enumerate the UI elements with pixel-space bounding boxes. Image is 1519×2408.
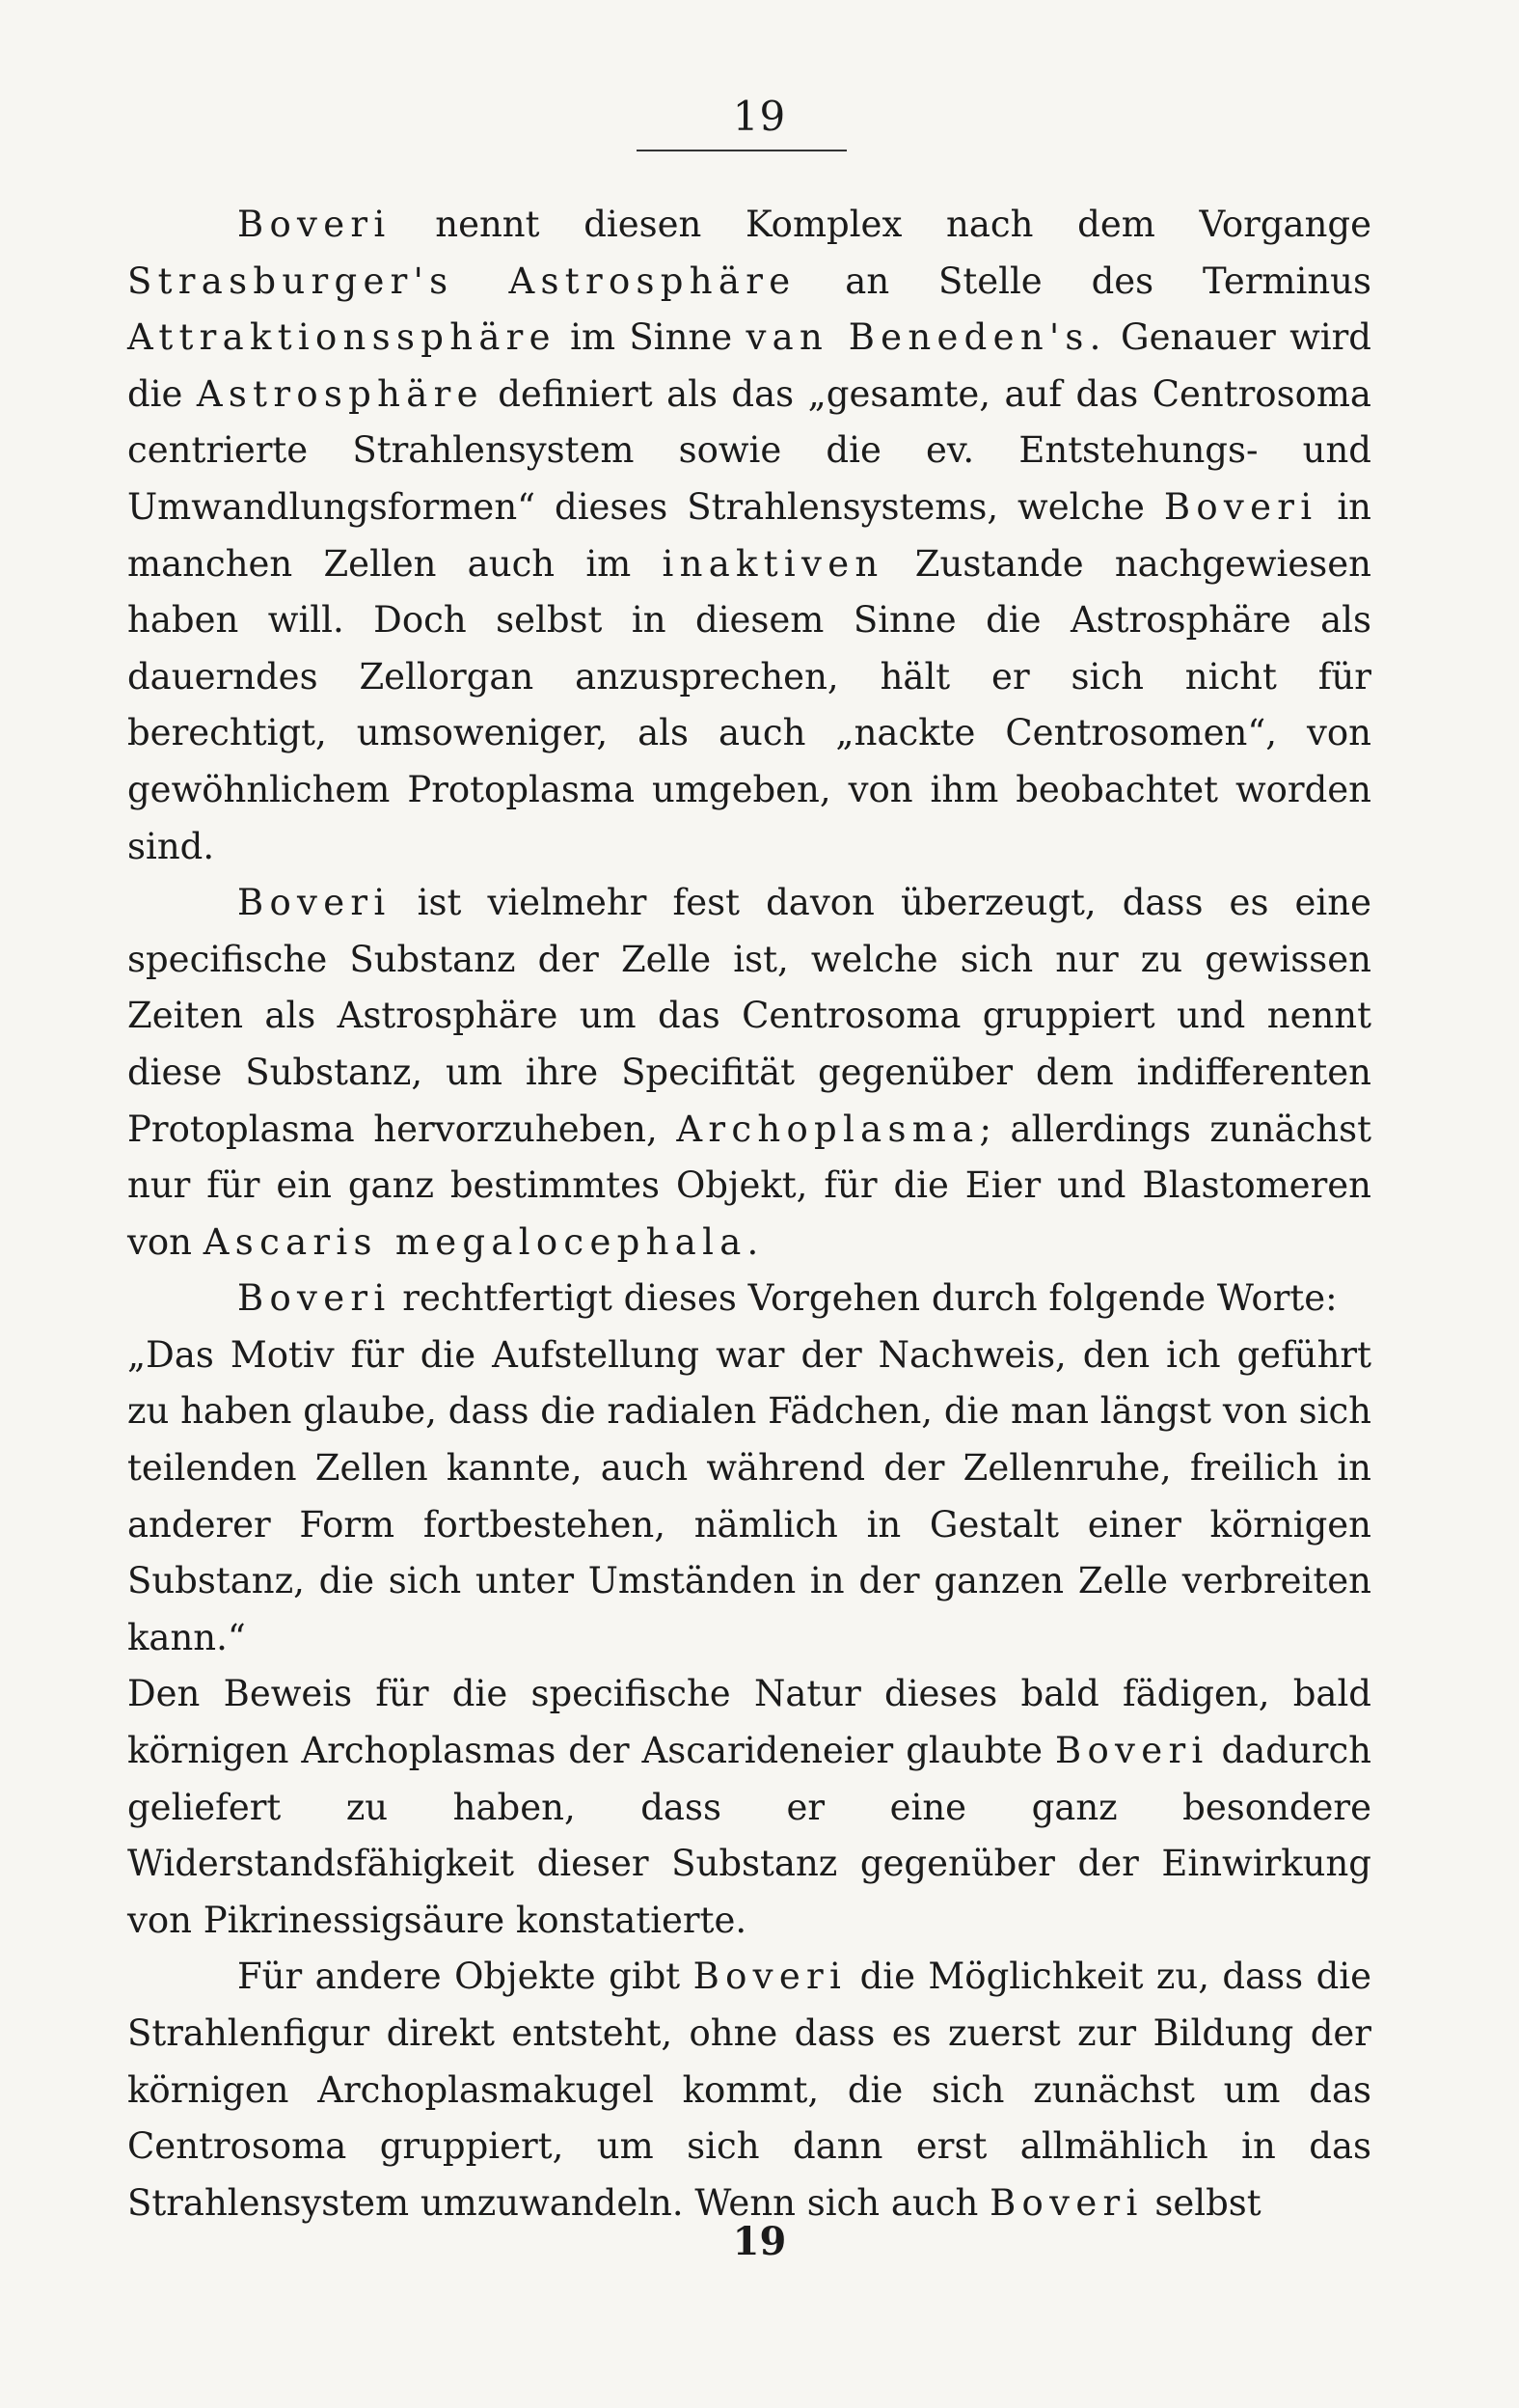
spaced-name: Boveri <box>1055 1730 1209 1772</box>
text-run: Zustande nachgewiesen haben will. Doch selbst in diesem Sinne die Astrosphäre als dauerndes Zellorgan anzusprechen, hält er sich nicht für berechtigt, umsoweniger, als auch „nackte Centrosomen“, von gewöhnlichem Protoplasma umgeben, von ihm beobachtet worden sind. <box>127 542 1371 867</box>
spaced-name: van Beneden's. <box>746 316 1107 359</box>
spaced-name: Boveri <box>1163 485 1318 528</box>
text-run: die Möglichkeit zu, dass die Strahlenfigur direkt entsteht, ohne dass es zuerst zur Bildung der körnigen Archoplasmakugel kommt, die sich zunächst um das Centrosoma gruppiert, um sich dann erst allmählich in das Strahlensystem umzuwandeln. Wenn sich auch <box>127 1956 1371 2224</box>
paragraph-5 <box>127 1666 1371 1949</box>
text-run: ist vielmehr fest davon überzeugt, dass es eine specifische Substanz der Zelle ist, welche sich nur zu gewissen Zeiten als Astrosphäre um das Centrosoma gruppiert und nennt diese Substanz, um ihre Specifität gegenüber dem indifferenten Protoplasma hervorzuheben, <box>127 882 1371 1150</box>
spaced-term: inaktiven <box>662 542 884 585</box>
spaced-name: Boveri <box>237 204 392 245</box>
spaced-name: Boveri <box>692 1956 848 1998</box>
text-run: rechtfertigt dieses Vorgehen durch folgende Worte: <box>391 1277 1338 1320</box>
paragraph-6 <box>127 1949 1371 2231</box>
paragraph-1 <box>127 197 1371 875</box>
paragraph-2 <box>127 875 1371 1271</box>
page-number-bottom: 19 <box>732 2219 787 2264</box>
body-text <box>127 197 1371 2231</box>
spaced-term: Astrosphäre <box>196 372 484 415</box>
text-run: Für andere Objekte gibt <box>237 1956 693 1998</box>
text-run: selbst <box>1143 2181 1261 2224</box>
spaced-term: Ascaris megalocephala. <box>203 1220 765 1263</box>
paragraph-4-quote <box>127 1327 1371 1667</box>
spaced-term: Archoplasma <box>676 1108 980 1150</box>
spaced-name: Boveri <box>990 2181 1144 2224</box>
text-run: definiert als das „gesamte, auf das Centrosoma centrierte Strahlensystem sowie die ev. Entstehungs- und Umwandlungsformen“ dieses Strahlensystems, welche <box>127 372 1371 528</box>
spaced-term: Attraktionssphäre <box>127 316 556 359</box>
text-run: dadurch geliefert zu haben, dass er eine ganz besondere Widerstandsfähigkeit dieser Substanz gegenüber der Einwirkung von Pikrinessigsäure konstatierte. <box>127 1730 1371 1941</box>
header-rule <box>637 150 847 151</box>
text-run: an Stelle des Terminus <box>796 260 1371 302</box>
page-number-top: 19 <box>732 93 787 140</box>
text-run: „Das Motiv für die Aufstellung war der Nachweis, den ich geführt zu haben glaube, dass die radialen Fädchen, die man längst von sich teilenden Zellen kannte, auch während der Zellenruhe, freilich in anderer Form fortbestehen, nämlich in Gestalt einer körnigen Substanz, die sich unter Umständen in der ganzen Zelle verbreiten kann.“ <box>127 1333 1371 1658</box>
spaced-name: Boveri <box>237 1277 392 1320</box>
spaced-name: Boveri <box>237 882 392 924</box>
text-run: nennt diesen Komplex nach dem Vorgange <box>391 204 1371 245</box>
text-run: in manchen Zellen auch im <box>127 485 1371 585</box>
text-run: im Sinne <box>556 316 746 359</box>
text-run: ; allerdings zunächst nur für ein ganz bestimmtes Objekt, für die Eier und Blastomeren von <box>127 1108 1371 1263</box>
text-run: Den Beweis für die specifische Natur dieses bald fädigen, bald körnigen Archoplasmas der Ascarideneier glaubte <box>127 1673 1371 1772</box>
paragraph-3 <box>127 1271 1371 1327</box>
spaced-term: Strasburger's Astrosphäre <box>127 260 797 302</box>
text-run: Genauer wird die <box>127 316 1371 415</box>
